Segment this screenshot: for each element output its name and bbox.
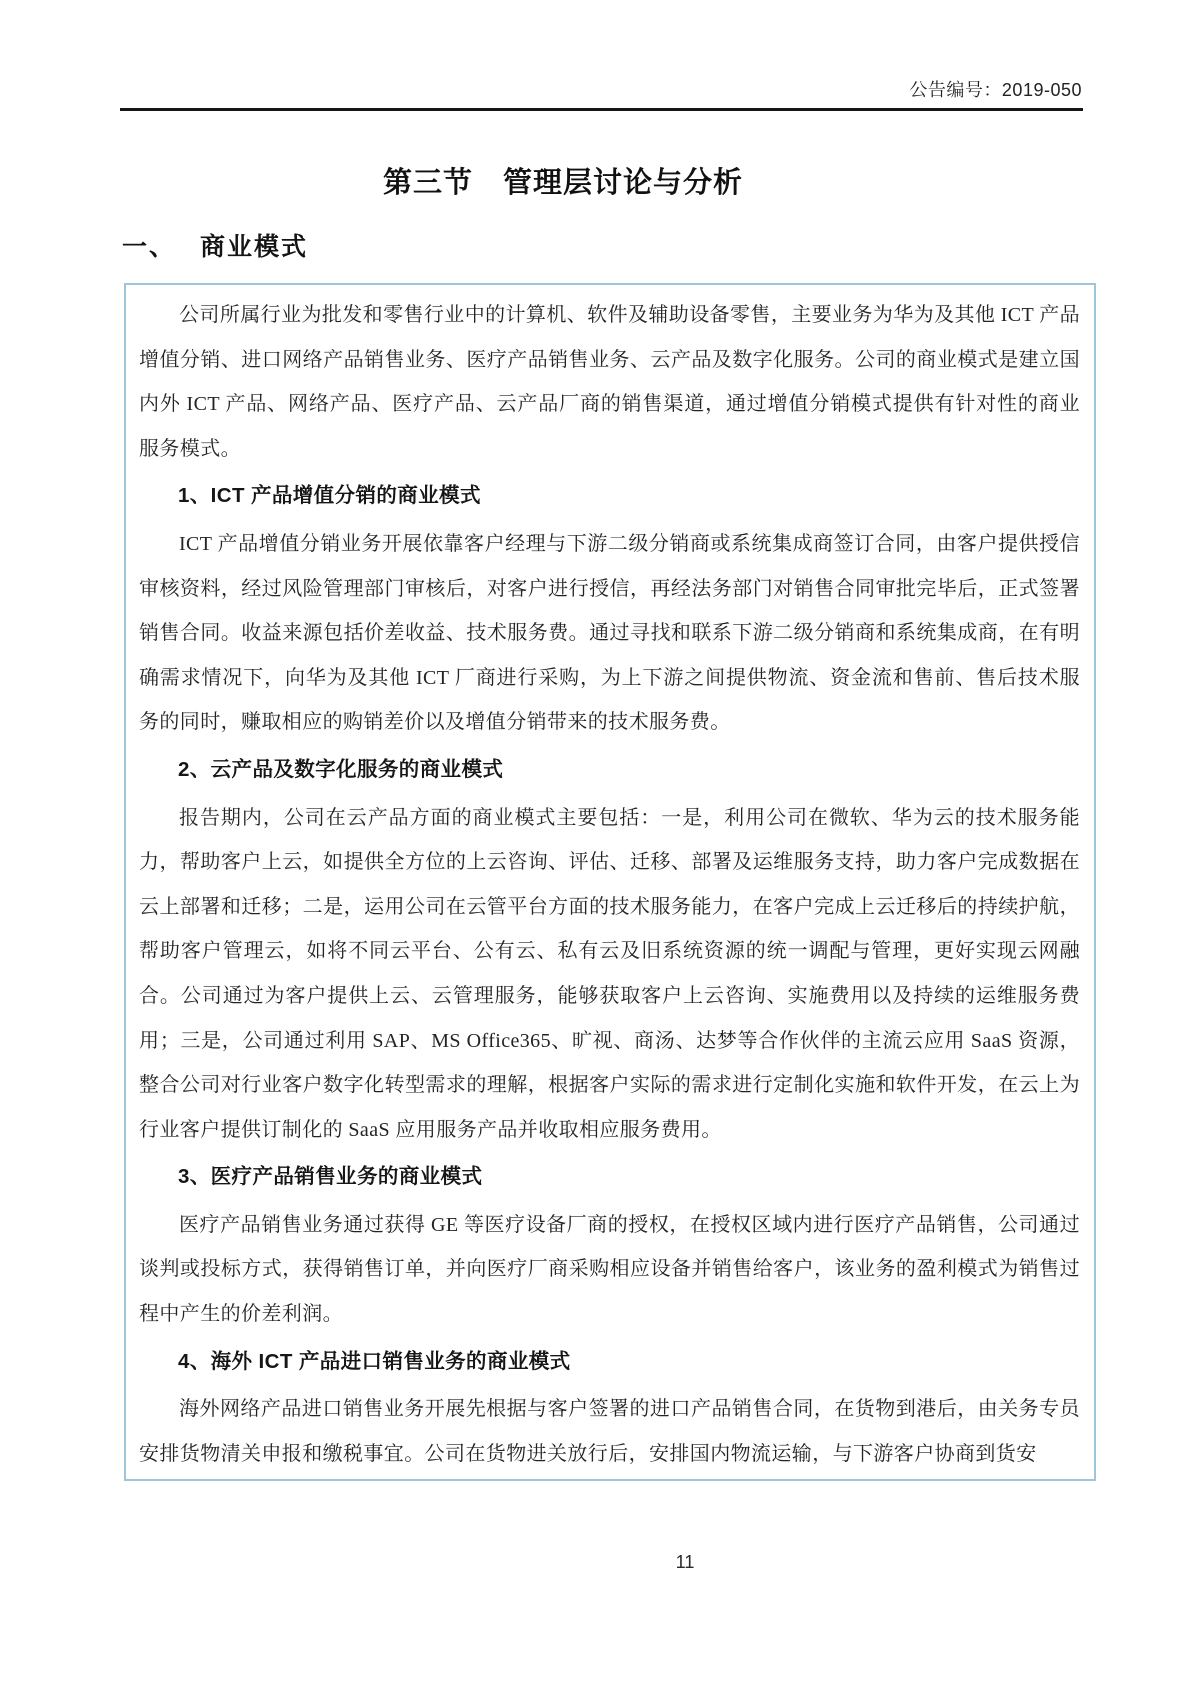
section-heading [122,227,308,263]
body-paragraph: 医疗产品销售业务通过获得 GE 等医疗设备厂商的授权，在授权区域内进行医疗产品销售，公司通过谈判或投标方式，获得销售订单，并向医疗厂商采购相应设备并销售给客户，该业务的盈利模式为销售过程中产生的价差利润。 [139,1213,1080,1326]
announcement-number: 公告编号：2019-050 [909,80,1082,100]
page-number: 11 [675,1552,695,1572]
body-paragraph: 公司所属行业为批发和零售行业中的计算机、软件及辅助设备零售，主要业务为华为及其他 ICT 产品增值分销、进口网络产品销售业务、医疗产品销售业务、云产品及数字化服务。公司的商业模式是建立国内外 ICT 产品、网络产品、医疗产品、云产品厂商的销售渠道，通过增值分销模式提供有针对性的商业服务模式。 [139,304,1080,460]
section-number-label: 一、 [122,233,177,261]
sub-heading: 1、ICT 产品增值分销的商业模式 [177,484,481,508]
body-paragraph: ICT 产品增值分销业务开展依靠客户经理与下游二级分销商或系统集成商签订合同，由客户提供授信审核资料，经过风险管理部门审核后，对客户进行授信，再经法务部门对销售合同审批完毕后，正式签署销售合同。收益来源包括价差收益、技术服务费。通过寻找和联系下游二级分销商和系统集成商，在有明确需求情况下，向华为及其他 ICT 厂商进行采购，为上下游之间提供物流、资金流和售前、售后技术服务的同时，赚取相应的购销差价以及增值分销带来的技术服务费。 [139,532,1080,734]
body-paragraph: 报告期内，公司在云产品方面的商业模式主要包括：一是，利用公司在微软、华为云的技术服务能力，帮助客户上云，如提供全方位的上云咨询、评估、迁移、部署及运维服务支持，助力客户完成数据在云上部署和迁移；二是，运用公司在云管平台方面的技术服务能力，在客户完成上云迁移后的持续护航，帮助客户管理云，如将不同云平台、公有云、私有云及旧系统资源的统一调配与管理，更好实现云网融合。公司通过为客户提供上云、云管理服务，能够获取客户上云咨询、实施费用以及持续的运维服务费用；三是，公司通过利用 SAP、MS Office365、旷视、商汤、达梦等合作伙伴的主流云应用 SaaS 资源，整合公司对行业客户数字化转型需求的理解，根据客户实际的需求进行定制化实施和软件开发，在云上为行业客户提供订制化的 SaaS 应用服务产品并收取相应服务费用。 [139,806,1080,1141]
content-box [124,283,1096,1481]
body-paragraph: 海外网络产品进口销售业务开展先根据与客户签署的进口产品销售合同，在货物到港后，由关务专员安排货物清关申报和缴税事宜。公司在货物进关放行后，安排国内物流运输，与下游客户协商到货安 [139,1398,1080,1465]
header-divider-line [120,108,1083,111]
page-title: 第三节 管理层讨论与分析 [382,167,743,199]
section-title: 商业模式 [200,233,309,261]
sub-heading: 3、医疗产品销售业务的商业模式 [177,1165,483,1189]
sub-heading: 2、云产品及数字化服务的商业模式 [177,757,504,781]
sub-heading: 4、海外 ICT 产品进口销售业务的商业模式 [177,1349,571,1373]
